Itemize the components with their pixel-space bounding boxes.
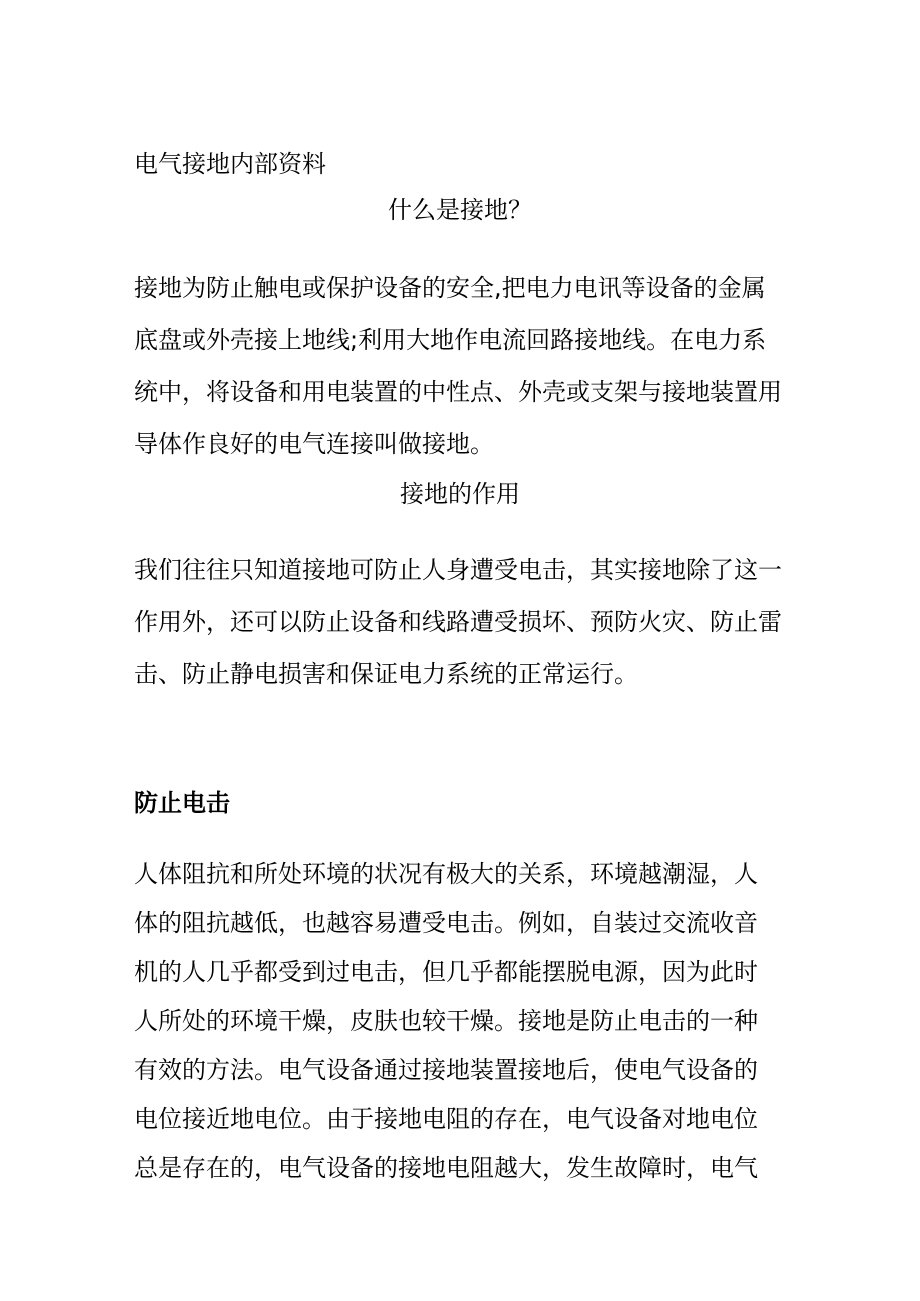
- paragraph-line: 统中，将设备和用电装置的中性点、外壳或支架与接地装置用: [134, 378, 782, 406]
- paragraph-definition: [134, 262, 798, 470]
- paragraph-line: 机的人几乎都受到过电击，但几乎都能摆脱电源，因为此时: [134, 958, 758, 986]
- paragraph-line: 底盘或外壳接上地线;利用大地作电流回路接地线。在电力系: [134, 326, 767, 354]
- paragraph-line: 人体阻抗和所处环境的状况有极大的关系，环境越潮湿，人: [134, 860, 758, 888]
- paragraph-line: 导体作良好的电气连接叫做接地。: [134, 430, 494, 458]
- paragraph-line: 我们往往只知道接地可防止人身遭受电击，其实接地除了这一: [134, 556, 782, 584]
- paragraph-line: 有效的方法。电气设备通过接地装置接地后，使电气设备的: [134, 1056, 758, 1084]
- paragraph-line: 作用外，还可以防止设备和线路遭受损坏、预防火灾、防止雷: [134, 608, 782, 636]
- paragraph-line: 电位接近地电位。由于接地电阻的存在，电气设备对地电位: [134, 1105, 758, 1133]
- paragraph-line: 击、防止静电损害和保证电力系统的正常运行。: [134, 660, 638, 688]
- paragraph-line: 总是存在的，电气设备的接地电阻越大，发生故障时，电气: [134, 1154, 758, 1182]
- document-title: 电气接地内部资料: [134, 150, 326, 178]
- paragraph-shock-prevention: [134, 850, 798, 1193]
- paragraph-line: 接地为防止触电或保护设备的安全,把电力电讯等设备的金属: [134, 274, 766, 302]
- section-heading-shock-prevention: 防止电击: [134, 789, 230, 817]
- paragraph-line: 人所处的环境干燥，皮肤也较干燥。接地是防止电击的一种: [134, 1007, 758, 1035]
- paragraph-line: 体的阻抗越低，也越容易遭受电击。例如，自装过交流收音: [134, 909, 758, 937]
- heading-grounding-role: 接地的作用: [400, 480, 520, 508]
- paragraph-role: [134, 544, 798, 700]
- heading-what-is-grounding: 什么是接地？: [388, 196, 532, 224]
